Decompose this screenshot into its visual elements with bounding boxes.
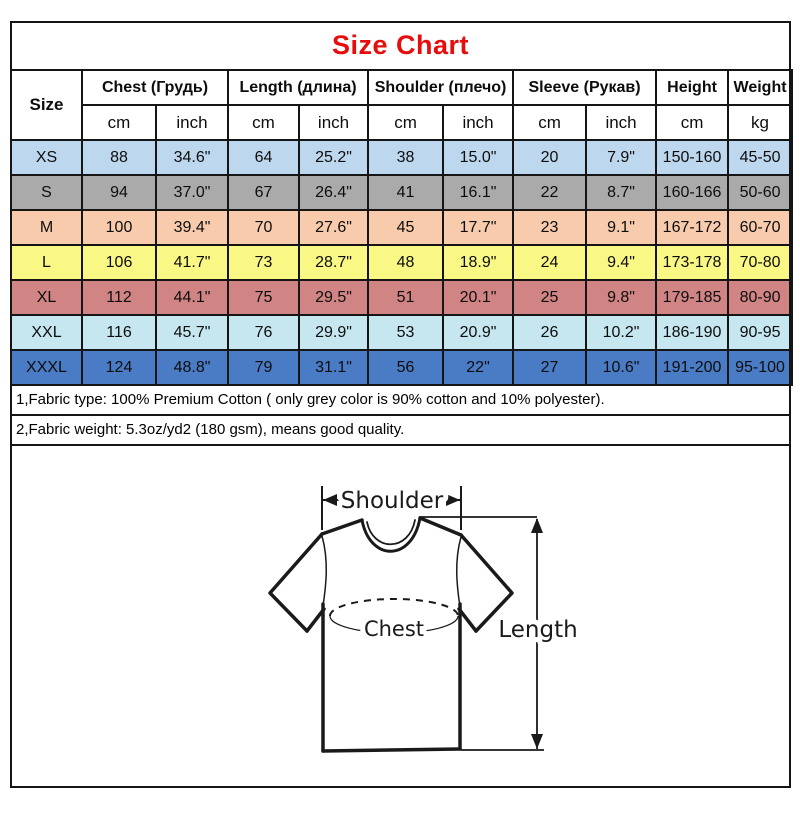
- value-cell: 79: [228, 350, 299, 385]
- size-cell: S: [11, 175, 82, 210]
- table-row: [11, 210, 792, 245]
- value-cell: 27.6": [299, 210, 368, 245]
- value-cell: 45.7": [156, 315, 228, 350]
- unit-sleeve-inch: inch: [586, 105, 656, 140]
- tshirt-diagram-svg: [10, 446, 791, 773]
- value-cell: 23: [513, 210, 586, 245]
- table-row: [11, 140, 792, 175]
- fabric-weight-note: 2,Fabric weight: 5.3oz/yd2 (180 gsm), means good quality.: [10, 416, 791, 446]
- value-cell: 17.7": [443, 210, 513, 245]
- value-cell: 29.9": [299, 315, 368, 350]
- value-cell: 26: [513, 315, 586, 350]
- value-cell: 20: [513, 140, 586, 175]
- value-cell: 15.0": [443, 140, 513, 175]
- value-cell: 39.4": [156, 210, 228, 245]
- value-cell: 167-172: [656, 210, 728, 245]
- size-chart-sheet: [10, 21, 791, 788]
- size-cell: M: [11, 210, 82, 245]
- table-header: [11, 70, 792, 140]
- value-cell: 37.0": [156, 175, 228, 210]
- group-header-row: [11, 70, 792, 105]
- sleeve-seams: [322, 536, 461, 607]
- value-cell: 67: [228, 175, 299, 210]
- unit-height-cm: cm: [656, 105, 728, 140]
- value-cell: 160-166: [656, 175, 728, 210]
- size-cell: XL: [11, 280, 82, 315]
- value-cell: 38: [368, 140, 443, 175]
- value-cell: 124: [82, 350, 156, 385]
- value-cell: 29.5": [299, 280, 368, 315]
- value-cell: 16.1": [443, 175, 513, 210]
- value-cell: 25.2": [299, 140, 368, 175]
- value-cell: 20.1": [443, 280, 513, 315]
- value-cell: 173-178: [656, 245, 728, 280]
- value-cell: 26.4": [299, 175, 368, 210]
- tshirt-measurement-diagram: [10, 446, 791, 775]
- column-header-shoulder: Shoulder (плечо): [368, 70, 513, 105]
- table-row: [11, 175, 792, 210]
- column-header-height: Height: [656, 70, 728, 105]
- value-cell: 41.7": [156, 245, 228, 280]
- value-cell: 70-80: [728, 245, 792, 280]
- value-cell: 34.6": [156, 140, 228, 175]
- unit-sleeve-cm: cm: [513, 105, 586, 140]
- value-cell: 45-50: [728, 140, 792, 175]
- value-cell: 64: [228, 140, 299, 175]
- unit-header-row: [11, 105, 792, 140]
- size-cell: XS: [11, 140, 82, 175]
- value-cell: 88: [82, 140, 156, 175]
- size-cell: L: [11, 245, 82, 280]
- value-cell: 27: [513, 350, 586, 385]
- value-cell: 25: [513, 280, 586, 315]
- value-cell: 44.1": [156, 280, 228, 315]
- value-cell: 9.8": [586, 280, 656, 315]
- value-cell: 9.1": [586, 210, 656, 245]
- unit-shoulder-inch: inch: [443, 105, 513, 140]
- table-body: [11, 140, 792, 385]
- shoulder-label: Shoulder: [340, 488, 444, 514]
- value-cell: 116: [82, 315, 156, 350]
- title-row: [10, 21, 791, 69]
- value-cell: 191-200: [656, 350, 728, 385]
- value-cell: 48.8": [156, 350, 228, 385]
- value-cell: 80-90: [728, 280, 792, 315]
- table-row: [11, 280, 792, 315]
- unit-length-cm: cm: [228, 105, 299, 140]
- value-cell: 48: [368, 245, 443, 280]
- column-header-sleeve: Sleeve (Рукав): [513, 70, 656, 105]
- value-cell: 73: [228, 245, 299, 280]
- size-cell: XXL: [11, 315, 82, 350]
- chest-label: Chest: [363, 617, 425, 641]
- value-cell: 179-185: [656, 280, 728, 315]
- value-cell: 8.7": [586, 175, 656, 210]
- value-cell: 150-160: [656, 140, 728, 175]
- value-cell: 75: [228, 280, 299, 315]
- value-cell: 100: [82, 210, 156, 245]
- unit-chest-inch: inch: [156, 105, 228, 140]
- value-cell: 10.2": [586, 315, 656, 350]
- value-cell: 90-95: [728, 315, 792, 350]
- value-cell: 56: [368, 350, 443, 385]
- table-row: [11, 315, 792, 350]
- value-cell: 50-60: [728, 175, 792, 210]
- value-cell: 41: [368, 175, 443, 210]
- length-label: Length: [498, 617, 578, 643]
- value-cell: 45: [368, 210, 443, 245]
- value-cell: 94: [82, 175, 156, 210]
- value-cell: 22": [443, 350, 513, 385]
- value-cell: 53: [368, 315, 443, 350]
- unit-length-inch: inch: [299, 105, 368, 140]
- value-cell: 60-70: [728, 210, 792, 245]
- value-cell: 20.9": [443, 315, 513, 350]
- fabric-type-note: 1,Fabric type: 100% Premium Cotton ( only grey color is 90% cotton and 10% polyester).: [10, 386, 791, 416]
- column-header-size: Size: [11, 70, 82, 140]
- value-cell: 112: [82, 280, 156, 315]
- size-cell: XXXL: [11, 350, 82, 385]
- value-cell: 7.9": [586, 140, 656, 175]
- page-title: Size Chart: [331, 29, 470, 60]
- value-cell: 28.7": [299, 245, 368, 280]
- table-row: [11, 350, 792, 385]
- value-cell: 9.4": [586, 245, 656, 280]
- value-cell: 186-190: [656, 315, 728, 350]
- column-header-length: Length (длина): [228, 70, 368, 105]
- value-cell: 22: [513, 175, 586, 210]
- unit-chest-cm: cm: [82, 105, 156, 140]
- value-cell: 24: [513, 245, 586, 280]
- value-cell: 95-100: [728, 350, 792, 385]
- unit-shoulder-cm: cm: [368, 105, 443, 140]
- value-cell: 18.9": [443, 245, 513, 280]
- value-cell: 70: [228, 210, 299, 245]
- value-cell: 10.6": [586, 350, 656, 385]
- value-cell: 31.1": [299, 350, 368, 385]
- column-header-weight: Weight: [728, 70, 792, 105]
- unit-weight-kg: kg: [728, 105, 792, 140]
- value-cell: 106: [82, 245, 156, 280]
- size-table: [10, 69, 793, 386]
- value-cell: 51: [368, 280, 443, 315]
- value-cell: 76: [228, 315, 299, 350]
- column-header-chest: Chest (Грудь): [82, 70, 228, 105]
- table-row: [11, 245, 792, 280]
